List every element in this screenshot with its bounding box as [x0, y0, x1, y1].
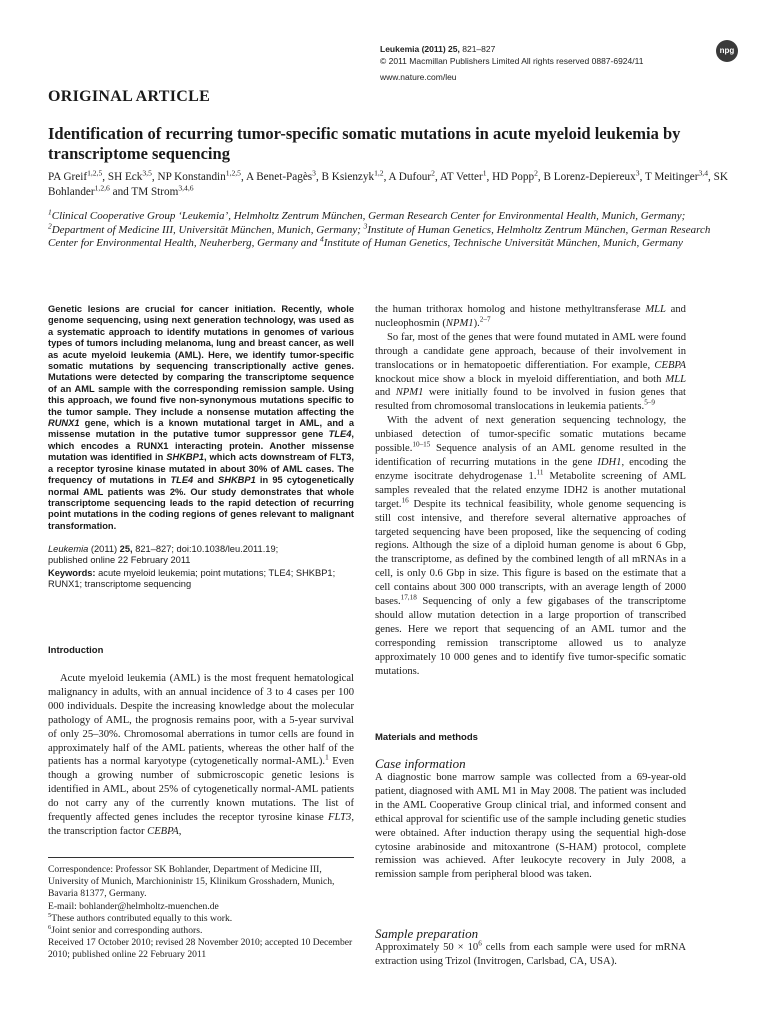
copyright-line: © 2011 Macmillan Publishers Limited All rights reserved 0887-6924/11	[380, 55, 644, 66]
sample-preparation-text: Approximately $50 \times 10^6$ cells from each sample were used for mRNA extraction using Trizol (Invitrogen, Carlsbad, CA, USA).	[375, 939, 686, 967]
case-information-heading: Case information	[375, 756, 466, 771]
npg-logo	[716, 40, 738, 62]
affiliations: $^1$Clinical Cooperative Group ‘Leukemia’, Helmholtz Zentrum München, German Research Center for Environmental Health, Munich, Germany; $^2$Department of Medicine III, Universität München, Munich, Germany; $^3$Institute of Human Genetics, Helmholtz Zentrum München, German Research Center for Environmental Health, Neuherberg, Germany and $^4$Institute of Human Genetics, Technische Universität München, Munich, Germany	[48, 207, 711, 249]
npg-logo-text: npg	[719, 46, 735, 55]
footnotes: Correspondence: Professor SK Bohlander, Department of Medicine III, University of Munich, Marchioninistr 15, Klinikum Grosshadern, Munich, Bavaria 81377, Germany. E-mail: bohlander@helmholtz-muenchen.de $^5$These authors contributed equally to this work. $^6$Joint senior and corresponding authors. Received 17 October 2010; revised 28 November 2010; accepted 10 December 2010; published online 22 February 2011	[48, 864, 353, 961]
keywords-list: acute myeloid leukemia; point mutations; TLE4; SHKBP1; RUNX1; transcriptome sequencing	[48, 568, 336, 590]
sample-preparation-heading: Sample preparation	[375, 926, 479, 941]
article-title: Identification of recurring tumor-specific somatic mutations in acute myeloid leukemia by transcriptome sequencing	[48, 124, 681, 163]
introduction-continued: the human trithorax homolog and histone methyltransferase MLL and nucleophosmin (NPM1).$^{2-7}$ So far, most of the genes that were found mutated in AML were found through a candidate gene approach, because of their involvement in translocations or in hematopoetic differentiation. For example, CEBPA knockout mice show a block in myeloid differentiation, and both MLL and NPM1 were initially found to be involved in fusion genes that resulted from chromosomal translocations in leukemia patients.$^{5-9}$ With the advent of next generation sequencing technology, the unbiased detection of tumor-specific somatic mutations became possible.$^{10-15}$ Sequence analysis of an AML genome resulted in the identification of recurring mutations in the gene IDH1, encoding the enzyme isocitrate dehydrogenase 1.11 Metabolite screening of AML samples revealed that the related enzyme IDH2 is another mutational target.$^{16}$ Despite its technical feasibility, whole genome sequencing is still cost intensive, and therefore several alternative approaches of targeted sequencing have been proposed, like the sequencing of coding regions. Although the size of a diploid human genome is about 6 Gbp, the transcriptome, as defined by the combined length of all mRNAs in a cell, is only 0.6 Gbp in size. This figure is based on the estimate that a cell contains about 300 000 transcripts, with an average length of 2000 bases.$^{17,18}$ Sequencing of only a few gigabases of the transcriptome should allow mutation detection in a large proportion of transcribed genes. Here we report that sequencing of an AML tumor and the corresponding remission transcriptome allowed us to analyze approximately 10 000 genes and to identify five tumor-specific somatic mutations.	[375, 304, 687, 677]
journal-volume: (2011) 25,	[421, 44, 460, 54]
case-information-paragraph: A diagnostic bone marrow sample was collected from a 69-year-old patient, diagnosed with AML M1 in May 2008. The patient was included in the AML Cooperative Group clinical trial, and informed consent and ethical approval for scientific use of the sample including genetic studies were obtained. After induction therapy using the sequential high-dose cytosine arabinoside and mitoxantrone (S-HAM) protocol, complete remission was achieved. After leukocyte recovery in July 2008, a remission sample from peripheral blood was taken.	[375, 772, 686, 881]
author-list: PA Greif$^{1,2,5}$, SH Eck$^{3,5}$, NP Konstandin$^{1,2,5}$, A Benet-Pagès$^3$, B Ksienzyk$^{1,2}$, A Dufour$^2$, AT Vetter$^1$, HD Popp$^2$, B Lorenz-Depiereux$^3$, T Meitinger$^{3,4}$, SK Bohlander$^{1,2,6}$ and TM Strom$^{3,4,6}$	[48, 168, 728, 198]
materials-methods-heading: Materials and methods	[375, 732, 478, 743]
journal-name: Leukemia	[380, 44, 420, 54]
introduction-heading: Introduction	[48, 645, 104, 656]
abstract: Genetic lesions are crucial for cancer initiation. Recently, whole genome sequencing, using next generation technology, was used as a systematic approach to identify mutations in genomes of various types of tumors including melanoma, lung and breast cancer, as well as acute myeloid leukemia (AML). Here, we identify tumor-specific somatic mutations by sequencing transcriptionally active genes. Mutations were detected by comparing the transcriptome sequence of an AML sample with the corresponding remission sample. Using this approach, we found five non-synonymous mutations specific to the tumor sample. They include a nonsense mutation affecting the RUNX1 gene, which is a known mutational target in AML, and a missense mutation in the putative tumor suppressor gene TLE4, which encodes a RUNX1 interacting protein. Another missense mutation was identified in SHKBP1, which acts downstream of FLT3, a receptor tyrosine kinase mutated in about 30% of AML cases. The frequency of mutations in TLE4 and SHKBP1 in 95 cytogenetically normal AML patients was 2%. Our study demonstrates that whole transcriptome sequencing leads to the rapid detection of recurring point mutations in the coding regions of genes relevant to malignant transformation.	[48, 304, 355, 531]
footnote-divider	[48, 857, 354, 858]
journal-header	[380, 44, 643, 84]
journal-citation-line	[380, 44, 643, 56]
introduction-text: Acute myeloid leukemia (AML) is the most frequent hematological malignancy in adults, with an annual incidence of 3 to 4 cases per 100 000 individuals. Despite the increasing knowledge about the molecular pathology of AML, the prognosis remains poor, with a 5-year survival of only 25–30%. Chromosomal aberrations in tumor cells are found in approximately half of the AML patients, whereas the other half of the patients has a normal karyotype (cytogenetically normal-AML).$^1$ Even though a growing number of submicroscopic genetic lesions is identified in AML, about 25% of cytogenetically normal-AML patients do not carry any of the currently known mutations. The list of frequently affected genes includes the receptor tyrosine kinase FLT3, the transcription factor CEBPA,	[48, 673, 354, 837]
article-citation: Leukemia (2011) 25, 821–827; doi:10.1038/leu.2011.19; published online 22 February 2011	[48, 544, 279, 566]
journal-pages: 821–827	[462, 44, 496, 54]
section-label: ORIGINAL ARTICLE	[48, 88, 211, 105]
case-information-text	[375, 771, 686, 882]
keywords-label: Keywords:	[48, 568, 96, 578]
journal-url[interactable]: www.nature.com/leu	[380, 72, 457, 82]
keywords	[48, 568, 354, 591]
